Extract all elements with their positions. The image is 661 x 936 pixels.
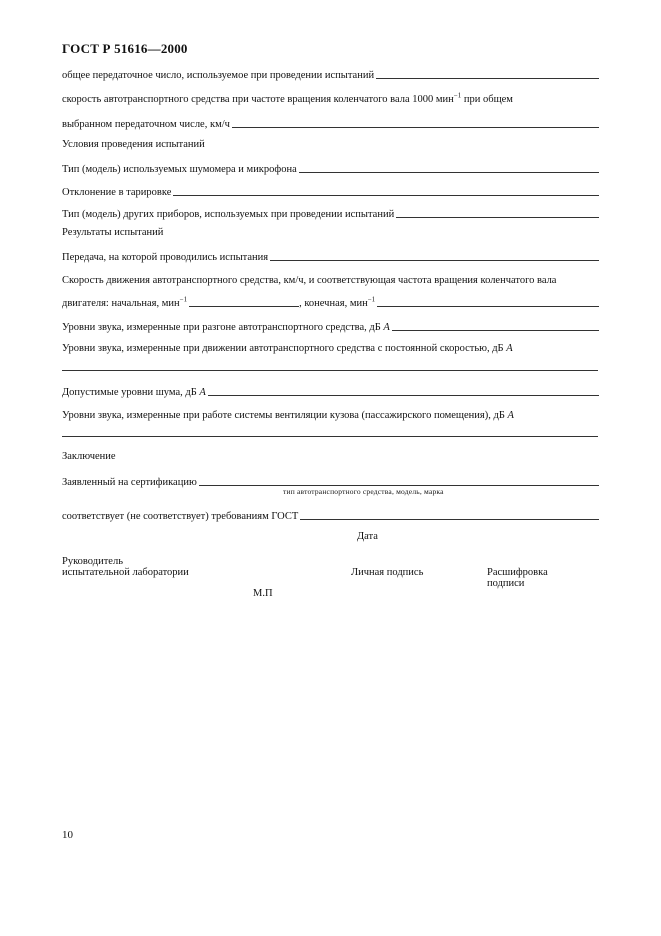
date-label: Дата <box>357 531 378 542</box>
engine-speed-field <box>62 292 599 310</box>
other-devices-label: Тип (модель) других приборов, используемых при проведении испытаний <box>62 209 395 220</box>
other-devices-blank[interactable] <box>396 217 599 218</box>
allowed-levels-a: A <box>199 387 206 398</box>
calibration-label: Отклонение в тарировке <box>62 187 172 198</box>
engine-final-text: , конечная, мин <box>299 298 368 309</box>
speed-rpm-line1 <box>62 269 599 287</box>
engine-initial-superscript: −1 <box>179 295 188 304</box>
engine-final-superscript: −1 <box>367 295 376 304</box>
const-levels-text: Уровни звука, измеренные при движении автотранспортного средства с постоянной скоростью, дБ <box>62 343 507 354</box>
accel-levels-blank[interactable] <box>392 330 599 331</box>
gear-blank[interactable] <box>270 260 599 261</box>
allowed-levels-field <box>62 381 599 399</box>
speed-label-part2: при общем <box>461 94 513 105</box>
complies-field <box>62 505 599 523</box>
personal-signature-label: Личная подпись <box>351 567 424 578</box>
complies-label: соответствует (не соответствует) требованиям ГОСТ <box>62 511 299 522</box>
speed-blank[interactable] <box>232 127 599 128</box>
speed-line2-label: выбранном передаточном числе, км/ч <box>62 119 230 130</box>
engine-initial-text: двигателя: начальная, мин <box>62 298 180 309</box>
const-levels-blank[interactable] <box>62 370 598 371</box>
accel-levels-text: Уровни звука, измеренные при разгоне автотранспортного средства, дБ <box>62 322 384 333</box>
allowed-levels-blank[interactable] <box>208 395 599 396</box>
meter-type-blank[interactable] <box>299 172 599 173</box>
decode-label-line2: подписи <box>487 578 525 589</box>
vent-levels-label <box>62 410 514 422</box>
stamp-placeholder: М.П <box>253 588 273 599</box>
gear-ratio-blank[interactable] <box>376 78 599 79</box>
engine-initial-blank[interactable] <box>189 306 299 307</box>
other-devices-field <box>62 203 599 221</box>
speed-label-part1: скорость автотранспортного средства при частоте вращения коленчатого вала 1000 мин <box>62 94 454 105</box>
vent-levels-field <box>62 404 599 422</box>
meter-type-label: Тип (модель) используемых шумомера и микрофона <box>62 164 297 175</box>
gear-label: Передача, на которой проводились испытания <box>62 252 269 263</box>
speed-field-line1 <box>62 88 599 106</box>
vent-levels-a: A <box>507 410 514 421</box>
head-title-line1: Руководитель <box>62 556 123 567</box>
vent-levels-blank[interactable] <box>62 436 598 437</box>
declared-label: Заявленный на сертификацию <box>62 477 197 488</box>
conditions-heading: Условия проведения испытаний <box>62 139 205 150</box>
declared-caption: тип автотранспортного средства, модель, марка <box>283 487 444 496</box>
calibration-field <box>62 181 599 199</box>
conclusion-heading: Заключение <box>62 451 116 462</box>
speed-label <box>62 91 513 106</box>
gear-ratio-field <box>62 64 599 82</box>
decode-label-line1: Расшифровка <box>487 567 548 578</box>
results-heading: Результаты испытаний <box>62 227 164 238</box>
const-levels-field <box>62 337 599 355</box>
declared-blank[interactable] <box>199 485 599 486</box>
accel-levels-label <box>62 322 390 334</box>
meter-type-field <box>62 158 599 176</box>
complies-blank[interactable] <box>300 519 599 520</box>
accel-levels-a: A <box>383 322 390 333</box>
engine-final-label <box>299 295 376 310</box>
speed-field-line2 <box>62 113 599 131</box>
head-title-line2: испытательной лаборатории <box>62 567 189 578</box>
const-levels-a: A <box>506 343 513 354</box>
calibration-blank[interactable] <box>173 195 599 196</box>
gear-ratio-label: общее передаточное число, используемое при проведении испытаний <box>62 70 375 81</box>
vent-levels-text: Уровни звука, измеренные при работе системы вентиляции кузова (пассажирского помещения), дБ <box>62 410 508 421</box>
document-code: ГОСТ Р 51616—2000 <box>62 41 188 56</box>
page-number: 10 <box>62 829 73 841</box>
engine-final-blank[interactable] <box>377 306 599 307</box>
allowed-levels-text: Допустимые уровни шума, дБ <box>62 387 200 398</box>
allowed-levels-label <box>62 387 206 399</box>
accel-levels-field <box>62 316 599 334</box>
speed-rpm-label: Скорость движения автотранспортного средства, км/ч, и соответствующая частота вращения коленчатого вала <box>62 275 557 286</box>
gear-field <box>62 246 599 264</box>
engine-initial-label <box>62 295 188 310</box>
speed-superscript: −1 <box>453 91 462 100</box>
const-levels-label <box>62 343 513 355</box>
